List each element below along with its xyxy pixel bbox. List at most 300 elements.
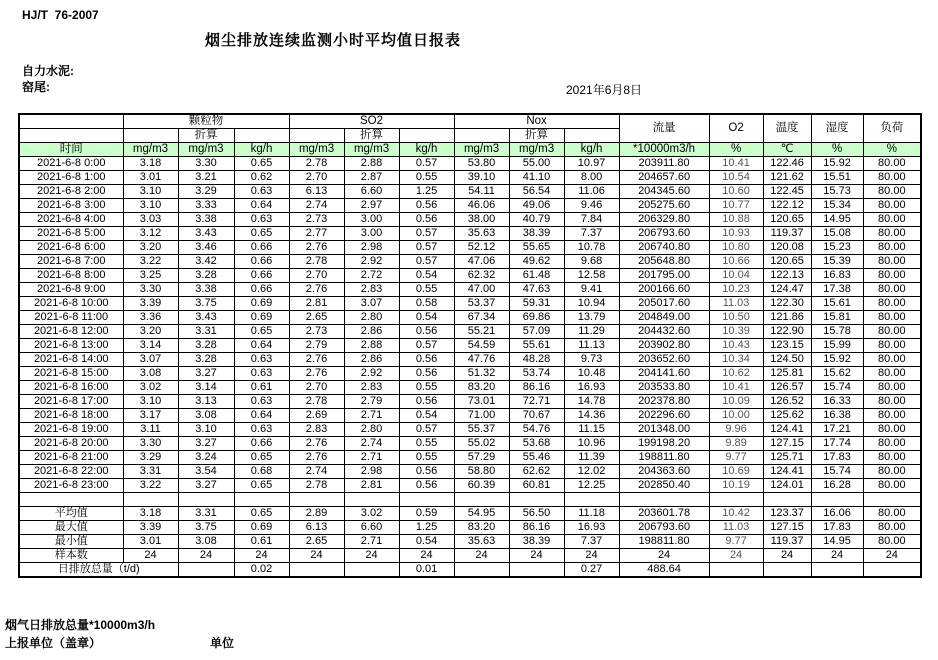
- value-cell: 10.04: [709, 269, 763, 283]
- value-cell: 10.41: [709, 381, 763, 395]
- summary-value-cell: 2.65: [289, 535, 344, 549]
- hourly-data-row: [19, 381, 921, 395]
- value-cell: 0.65: [234, 451, 289, 465]
- value-cell: 0.63: [234, 395, 289, 409]
- value-cell: 204363.60: [619, 465, 709, 479]
- flow-header: 流量: [619, 114, 709, 143]
- value-cell: 0.66: [234, 269, 289, 283]
- value-cell: 3.20: [123, 325, 178, 339]
- value-cell: 11.29: [564, 325, 619, 339]
- summary-value-cell: 17.83: [811, 521, 863, 535]
- value-cell: 124.41: [763, 465, 811, 479]
- summary-value-cell: 203601.78: [619, 507, 709, 521]
- value-cell: 2.76: [289, 241, 344, 255]
- summary-value-cell: 1.25: [399, 521, 454, 535]
- value-cell: 3.31: [123, 465, 178, 479]
- value-cell: 0.57: [399, 423, 454, 437]
- hourly-data-row: [19, 269, 921, 283]
- time-cell: 2021-6-8 14:00: [19, 353, 123, 367]
- summary-value-cell: 24: [454, 549, 509, 563]
- value-cell: 60.81: [509, 479, 564, 493]
- summary-value-cell: 123.37: [763, 507, 811, 521]
- value-cell: 3.43: [178, 227, 234, 241]
- value-cell: 2.83: [344, 381, 399, 395]
- hourly-data-row: [19, 199, 921, 213]
- value-cell: 80.00: [863, 227, 921, 241]
- value-cell: 3.36: [123, 311, 178, 325]
- value-cell: 40.79: [509, 213, 564, 227]
- value-cell: 2.92: [344, 255, 399, 269]
- value-cell: 80.00: [863, 283, 921, 297]
- value-cell: 10.41: [709, 157, 763, 171]
- value-cell: 9.77: [709, 451, 763, 465]
- time-cell: 2021-6-8 1:00: [19, 171, 123, 185]
- value-cell: 3.54: [178, 465, 234, 479]
- load-header: 负荷: [863, 114, 921, 143]
- value-cell: 3.00: [344, 213, 399, 227]
- value-cell: 0.55: [399, 451, 454, 465]
- value-cell: 2.98: [344, 465, 399, 479]
- hourly-data-row: [19, 465, 921, 479]
- o2-unit: %: [709, 143, 763, 157]
- summary-value-cell: 24: [399, 549, 454, 563]
- daily-total-value-cell: 488.64: [619, 563, 709, 578]
- flow-total-note: 烟气日排放总量*10000m3/h: [5, 618, 156, 632]
- o2-header: O2: [709, 114, 763, 143]
- value-cell: 15.92: [811, 157, 863, 171]
- time-cell: 2021-6-8 20:00: [19, 437, 123, 451]
- value-cell: 3.08: [123, 367, 178, 381]
- value-cell: 80.00: [863, 381, 921, 395]
- value-cell: 205648.80: [619, 255, 709, 269]
- time-cell: 2021-6-8 16:00: [19, 381, 123, 395]
- summary-value-cell: 38.39: [509, 535, 564, 549]
- time-cell: 2021-6-8 22:00: [19, 465, 123, 479]
- value-cell: 10.97: [564, 157, 619, 171]
- value-cell: 0.66: [234, 255, 289, 269]
- value-cell: 3.08: [178, 409, 234, 423]
- value-cell: 55.02: [454, 437, 509, 451]
- value-cell: 0.56: [399, 367, 454, 381]
- summary-value-cell: 80.00: [863, 535, 921, 549]
- value-cell: 124.47: [763, 283, 811, 297]
- value-cell: 3.39: [123, 297, 178, 311]
- value-cell: 0.56: [399, 325, 454, 339]
- value-cell: 72.71: [509, 395, 564, 409]
- time-cell: 2021-6-8 8:00: [19, 269, 123, 283]
- value-cell: 3.00: [344, 227, 399, 241]
- hourly-data-row: [19, 213, 921, 227]
- value-cell: 206740.80: [619, 241, 709, 255]
- value-cell: 0.66: [234, 241, 289, 255]
- summary-value-cell: 86.16: [509, 521, 564, 535]
- value-cell: 11.03: [709, 297, 763, 311]
- value-cell: 3.33: [178, 199, 234, 213]
- value-cell: 2.76: [289, 437, 344, 451]
- time-cell: 2021-6-8 5:00: [19, 227, 123, 241]
- value-cell: 204141.60: [619, 367, 709, 381]
- report-date: 2021年6月8日: [566, 83, 643, 97]
- time-cell: 2021-6-8 18:00: [19, 409, 123, 423]
- value-cell: 14.95: [811, 213, 863, 227]
- value-cell: 17.21: [811, 423, 863, 437]
- value-cell: 2.74: [344, 437, 399, 451]
- value-cell: 125.62: [763, 409, 811, 423]
- value-cell: 3.22: [123, 255, 178, 269]
- summary-value-cell: 24: [289, 549, 344, 563]
- hourly-data-row: [19, 311, 921, 325]
- value-cell: 2.98: [344, 241, 399, 255]
- so2-converted-mg-unit: mg/m3: [344, 143, 399, 157]
- summary-value-cell: 11.18: [564, 507, 619, 521]
- value-cell: 0.69: [234, 297, 289, 311]
- value-cell: 205017.60: [619, 297, 709, 311]
- value-cell: 80.00: [863, 157, 921, 171]
- value-cell: 0.54: [399, 409, 454, 423]
- time-cell: 2021-6-8 7:00: [19, 255, 123, 269]
- value-cell: 17.83: [811, 451, 863, 465]
- time-cell: 2021-6-8 2:00: [19, 185, 123, 199]
- daily-total-value-cell: [811, 563, 863, 578]
- summary-value-cell: 2.89: [289, 507, 344, 521]
- value-cell: 0.57: [399, 227, 454, 241]
- value-cell: 0.69: [234, 311, 289, 325]
- value-cell: 80.00: [863, 185, 921, 199]
- summary-value-cell: 10.42: [709, 507, 763, 521]
- value-cell: 0.63: [234, 353, 289, 367]
- value-cell: 122.45: [763, 185, 811, 199]
- value-cell: 0.65: [234, 479, 289, 493]
- pm-converted-header: 折算: [178, 129, 234, 143]
- value-cell: 56.54: [509, 185, 564, 199]
- value-cell: 3.14: [178, 381, 234, 395]
- hourly-data-row: [19, 367, 921, 381]
- value-cell: 0.56: [399, 199, 454, 213]
- spacer-cell: [289, 493, 344, 507]
- value-cell: 14.78: [564, 395, 619, 409]
- summary-value-cell: 24: [123, 549, 178, 563]
- value-cell: 61.48: [509, 269, 564, 283]
- value-cell: 10.88: [709, 213, 763, 227]
- value-cell: 59.31: [509, 297, 564, 311]
- value-cell: 3.27: [178, 479, 234, 493]
- value-cell: 3.18: [123, 157, 178, 171]
- value-cell: 38.39: [509, 227, 564, 241]
- summary-value-cell: 24: [863, 549, 921, 563]
- value-cell: 70.67: [509, 409, 564, 423]
- value-cell: 16.38: [811, 409, 863, 423]
- value-cell: 80.00: [863, 437, 921, 451]
- value-cell: 2.70: [289, 171, 344, 185]
- value-cell: 0.56: [399, 353, 454, 367]
- value-cell: 2.88: [344, 157, 399, 171]
- summary-value-cell: 35.63: [454, 535, 509, 549]
- value-cell: 11.15: [564, 423, 619, 437]
- value-cell: 200166.60: [619, 283, 709, 297]
- summary-label-cell: 样本数: [19, 549, 123, 563]
- value-cell: 58.80: [454, 465, 509, 479]
- value-cell: 2.78: [289, 479, 344, 493]
- unit-label: 单位: [210, 636, 235, 650]
- spacer-cell: [863, 493, 921, 507]
- value-cell: 15.61: [811, 297, 863, 311]
- value-cell: 10.23: [709, 283, 763, 297]
- value-cell: 46.06: [454, 199, 509, 213]
- hourly-data-row: [19, 227, 921, 241]
- value-cell: 67.34: [454, 311, 509, 325]
- value-cell: 2.70: [289, 269, 344, 283]
- summary-value-cell: 206793.60: [619, 521, 709, 535]
- value-cell: 80.00: [863, 409, 921, 423]
- value-cell: 55.00: [509, 157, 564, 171]
- nox-converted-header: 折算: [509, 129, 564, 143]
- value-cell: 2.74: [289, 465, 344, 479]
- spacer-cell: [763, 493, 811, 507]
- pm-converted-mg-unit: mg/m3: [178, 143, 234, 157]
- spacer-cell: [709, 493, 763, 507]
- company-label: 自力水泥:: [22, 64, 74, 78]
- value-cell: 201795.00: [619, 269, 709, 283]
- group-header-row: [19, 114, 921, 129]
- daily-total-value-cell: [344, 563, 399, 578]
- value-cell: 0.64: [234, 199, 289, 213]
- summary-value-cell: 3.75: [178, 521, 234, 535]
- daily-total-value-cell: 0.01: [399, 563, 454, 578]
- value-cell: 69.86: [509, 311, 564, 325]
- value-cell: 2.86: [344, 353, 399, 367]
- value-cell: 2.80: [344, 311, 399, 325]
- value-cell: 120.08: [763, 241, 811, 255]
- value-cell: 80.00: [863, 465, 921, 479]
- value-cell: 9.89: [709, 437, 763, 451]
- value-cell: 6.60: [344, 185, 399, 199]
- value-cell: 47.00: [454, 283, 509, 297]
- spacer-cell: [811, 493, 863, 507]
- value-cell: 10.19: [709, 479, 763, 493]
- value-cell: 7.84: [564, 213, 619, 227]
- summary-value-cell: 24: [763, 549, 811, 563]
- value-cell: 198811.80: [619, 451, 709, 465]
- value-cell: 12.02: [564, 465, 619, 479]
- hourly-data-row: [19, 185, 921, 199]
- value-cell: 0.57: [399, 157, 454, 171]
- hourly-data-row: [19, 409, 921, 423]
- value-cell: 119.37: [763, 227, 811, 241]
- summary-value-cell: 3.39: [123, 521, 178, 535]
- summary-value-cell: 3.08: [178, 535, 234, 549]
- monitoring-table: [18, 113, 922, 578]
- value-cell: 0.63: [234, 185, 289, 199]
- value-cell: 80.00: [863, 297, 921, 311]
- value-cell: 9.96: [709, 423, 763, 437]
- value-cell: 9.41: [564, 283, 619, 297]
- value-cell: 52.12: [454, 241, 509, 255]
- value-cell: 3.29: [178, 185, 234, 199]
- value-cell: 122.46: [763, 157, 811, 171]
- value-cell: 3.10: [178, 423, 234, 437]
- value-cell: 0.57: [399, 241, 454, 255]
- value-cell: 3.24: [178, 451, 234, 465]
- hourly-data-row: [19, 353, 921, 367]
- value-cell: 8.00: [564, 171, 619, 185]
- nox-kgh-unit: kg/h: [564, 143, 619, 157]
- value-cell: 54.76: [509, 423, 564, 437]
- value-cell: 7.37: [564, 227, 619, 241]
- value-cell: 11.13: [564, 339, 619, 353]
- value-cell: 3.42: [178, 255, 234, 269]
- summary-value-cell: 6.60: [344, 521, 399, 535]
- value-cell: 80.00: [863, 325, 921, 339]
- value-cell: 15.62: [811, 367, 863, 381]
- value-cell: 0.63: [234, 423, 289, 437]
- value-cell: 49.62: [509, 255, 564, 269]
- value-cell: 2.92: [344, 367, 399, 381]
- value-cell: 3.11: [123, 423, 178, 437]
- value-cell: 54.59: [454, 339, 509, 353]
- value-cell: 15.74: [811, 465, 863, 479]
- time-cell: 2021-6-8 15:00: [19, 367, 123, 381]
- value-cell: 15.81: [811, 311, 863, 325]
- daily-total-row: [19, 563, 921, 578]
- summary-value-cell: 3.31: [178, 507, 234, 521]
- value-cell: 53.80: [454, 157, 509, 171]
- spacer-cell: [123, 493, 178, 507]
- value-cell: 2.79: [289, 339, 344, 353]
- value-cell: 80.00: [863, 395, 921, 409]
- time-cell: 2021-6-8 17:00: [19, 395, 123, 409]
- summary-value-cell: 0.59: [399, 507, 454, 521]
- value-cell: 10.78: [564, 241, 619, 255]
- so2-kgh-unit: kg/h: [399, 143, 454, 157]
- value-cell: 86.16: [509, 381, 564, 395]
- value-cell: 3.17: [123, 409, 178, 423]
- summary-value-cell: 83.20: [454, 521, 509, 535]
- value-cell: 15.51: [811, 171, 863, 185]
- value-cell: 203911.80: [619, 157, 709, 171]
- summary-label-cell: 平均值: [19, 507, 123, 521]
- value-cell: 206329.80: [619, 213, 709, 227]
- value-cell: 12.25: [564, 479, 619, 493]
- nox-mg-unit: mg/m3: [454, 143, 509, 157]
- value-cell: 55.21: [454, 325, 509, 339]
- load-unit: %: [863, 143, 921, 157]
- summary-value-cell: 16.93: [564, 521, 619, 535]
- value-cell: 16.93: [564, 381, 619, 395]
- spacer-cell: [178, 493, 234, 507]
- time-cell: 2021-6-8 6:00: [19, 241, 123, 255]
- time-cell: 2021-6-8 0:00: [19, 157, 123, 171]
- temperature-unit: ℃: [763, 143, 811, 157]
- value-cell: 10.93: [709, 227, 763, 241]
- spacer-row: [19, 493, 921, 507]
- value-cell: 6.13: [289, 185, 344, 199]
- value-cell: 0.55: [399, 437, 454, 451]
- value-cell: 54.11: [454, 185, 509, 199]
- value-cell: 3.31: [178, 325, 234, 339]
- value-cell: 3.38: [178, 213, 234, 227]
- value-cell: 127.15: [763, 437, 811, 451]
- summary-value-cell: 0.65: [234, 507, 289, 521]
- hourly-rows: [19, 157, 921, 578]
- hourly-data-row: [19, 339, 921, 353]
- daily-total-value-cell: 0.02: [234, 563, 289, 578]
- value-cell: 121.86: [763, 311, 811, 325]
- value-cell: 205275.60: [619, 199, 709, 213]
- value-cell: 125.81: [763, 367, 811, 381]
- value-cell: 10.50: [709, 311, 763, 325]
- value-cell: 16.33: [811, 395, 863, 409]
- value-cell: 203652.60: [619, 353, 709, 367]
- value-cell: 3.25: [123, 269, 178, 283]
- value-cell: 203902.80: [619, 339, 709, 353]
- nox-group-header: Nox: [454, 114, 619, 129]
- hourly-data-row: [19, 325, 921, 339]
- value-cell: 39.10: [454, 171, 509, 185]
- daily-total-value-cell: [709, 563, 763, 578]
- value-cell: 55.37: [454, 423, 509, 437]
- location-label: 窑尾:: [22, 80, 50, 94]
- hourly-data-row: [19, 395, 921, 409]
- value-cell: 47.76: [454, 353, 509, 367]
- value-cell: 121.62: [763, 171, 811, 185]
- summary-value-cell: 6.13: [289, 521, 344, 535]
- value-cell: 51.32: [454, 367, 509, 381]
- value-cell: 3.30: [123, 283, 178, 297]
- daily-total-value-cell: [289, 563, 344, 578]
- value-cell: 10.62: [709, 367, 763, 381]
- value-cell: 10.48: [564, 367, 619, 381]
- so2-converted-header: 折算: [344, 129, 399, 143]
- value-cell: 80.00: [863, 199, 921, 213]
- time-cell: 2021-6-8 10:00: [19, 297, 123, 311]
- value-cell: 80.00: [863, 255, 921, 269]
- value-cell: 10.39: [709, 325, 763, 339]
- value-cell: 62.32: [454, 269, 509, 283]
- value-cell: 62.62: [509, 465, 564, 479]
- value-cell: 202378.80: [619, 395, 709, 409]
- spacer-cell: [509, 493, 564, 507]
- value-cell: 202296.60: [619, 409, 709, 423]
- value-cell: 2.86: [344, 325, 399, 339]
- value-cell: 126.57: [763, 381, 811, 395]
- value-cell: 16.28: [811, 479, 863, 493]
- value-cell: 2.73: [289, 213, 344, 227]
- time-cell: 2021-6-8 9:00: [19, 283, 123, 297]
- value-cell: 3.30: [123, 437, 178, 451]
- value-cell: 201348.00: [619, 423, 709, 437]
- summary-value-cell: 127.15: [763, 521, 811, 535]
- value-cell: 55.46: [509, 451, 564, 465]
- value-cell: 15.74: [811, 381, 863, 395]
- summary-value-cell: 3.01: [123, 535, 178, 549]
- value-cell: 3.10: [123, 185, 178, 199]
- value-cell: 10.54: [709, 171, 763, 185]
- time-cell: 2021-6-8 4:00: [19, 213, 123, 227]
- time-cell: 2021-6-8 12:00: [19, 325, 123, 339]
- value-cell: 80.00: [863, 213, 921, 227]
- value-cell: 2.87: [344, 171, 399, 185]
- summary-value-cell: 198811.80: [619, 535, 709, 549]
- summary-value-cell: 2.71: [344, 535, 399, 549]
- value-cell: 57.09: [509, 325, 564, 339]
- value-cell: 60.39: [454, 479, 509, 493]
- value-cell: 3.30: [178, 157, 234, 171]
- value-cell: 123.15: [763, 339, 811, 353]
- value-cell: 2.81: [344, 479, 399, 493]
- summary-label-cell: 最小值: [19, 535, 123, 549]
- value-cell: 3.46: [178, 241, 234, 255]
- value-cell: 55.65: [509, 241, 564, 255]
